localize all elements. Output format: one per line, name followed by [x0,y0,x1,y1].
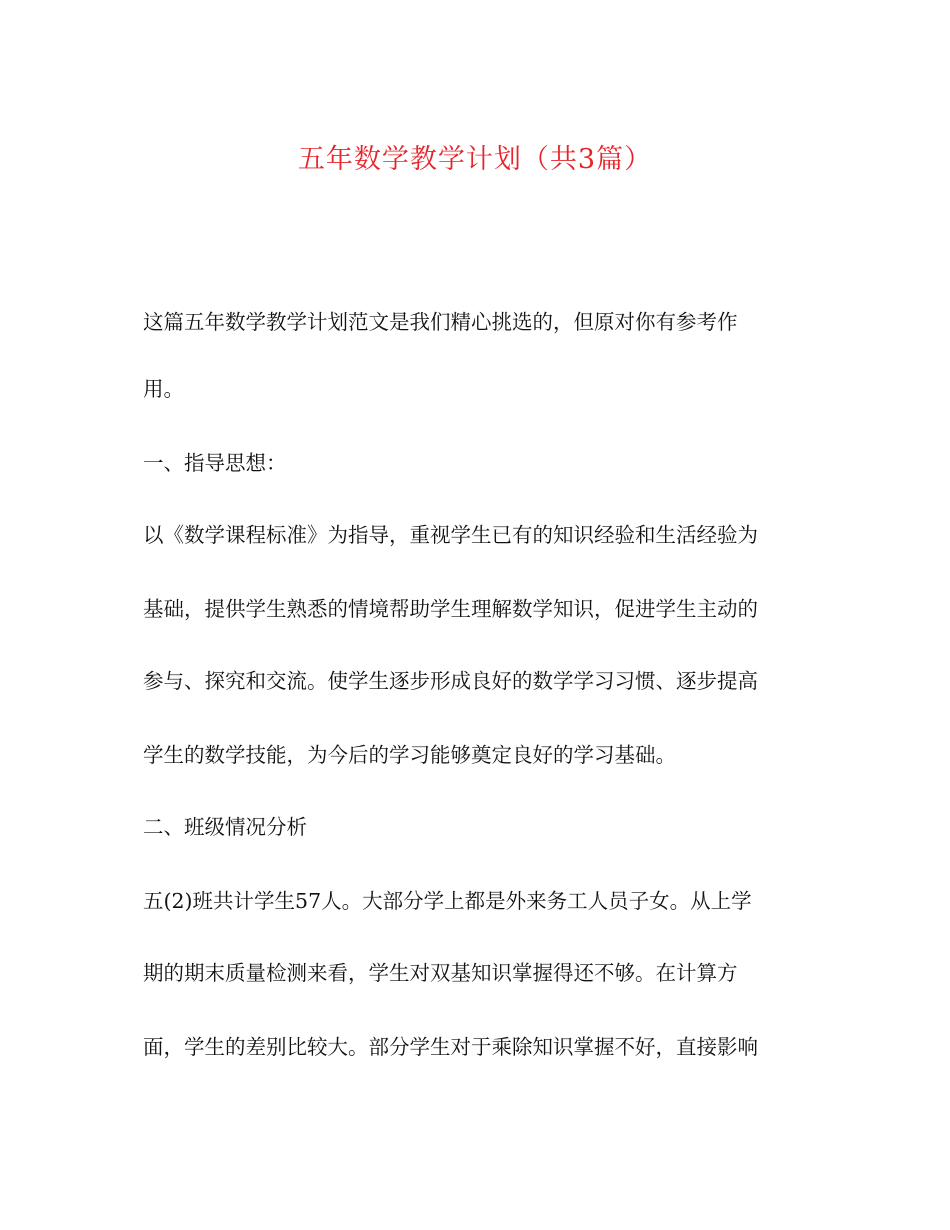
section-heading: 二、班级情况分析 [143,815,307,839]
paragraph-line: 基础，提供学生熟悉的情境帮助学生理解数学知识，促进学生主动的 [143,597,758,621]
paragraph-line: 五(2)班共计学生57人。大部分学上都是外来务工人员子女。从上学 [143,889,752,913]
paragraph-line: 参与、探究和交流。使学生逐步形成良好的数学学习习惯、逐步提高 [143,669,758,693]
document-title: 五年数学教学计划（共3篇） [297,144,653,175]
paragraph-line: 期的期末质量检测来看，学生对双基知识掌握得还不够。在计算方 [143,961,738,985]
paragraph-line: 学生的数学技能，为今后的学习能够奠定良好的学习基础。 [143,743,676,767]
paragraph-line: 用。 [143,377,184,401]
section-heading: 一、指导思想： [143,451,287,475]
paragraph-line: 面，学生的差别比较大。部分学生对于乘除知识掌握不好，直接影响 [143,1035,758,1059]
paragraph-line: 以《数学课程标准》为指导，重视学生已有的知识经验和生活经验为 [143,523,758,547]
paragraph-line: 这篇五年数学教学计划范文是我们精心挑选的，但原对你有参考作 [143,310,738,334]
